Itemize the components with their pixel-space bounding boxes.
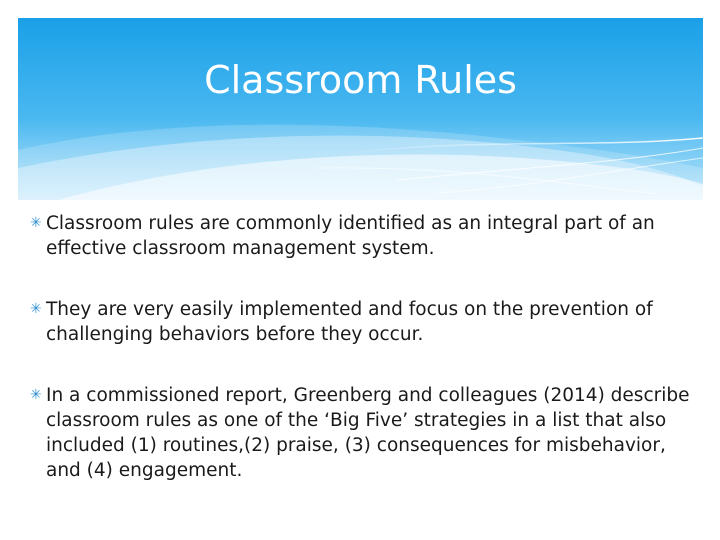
asterisk-bullet-icon: ✳ xyxy=(30,387,42,403)
bullet-text: In a commissioned report, Greenberg and colleagues (2014) describe classroom rules as one of the ‘Big Five’ strategies in a list that also included (1) routines,(2) praise, (3) consequences for misbehavior, and (4) engagement. xyxy=(46,385,690,481)
bullet-item xyxy=(30,211,690,261)
asterisk-bullet-icon: ✳ xyxy=(30,215,42,231)
bullet-text: They are very easily implemented and focus on the prevention of challenging behaviors before they occur. xyxy=(46,299,653,345)
slide-title: Classroom Rules xyxy=(204,58,517,102)
bullet-item xyxy=(30,383,690,483)
bullet-list xyxy=(30,211,690,519)
bullet-text: Classroom rules are commonly identified as an integral part of an effective classroom management system. xyxy=(46,213,655,259)
bullet-item xyxy=(30,297,690,347)
asterisk-bullet-icon: ✳ xyxy=(30,301,42,317)
title-banner xyxy=(18,18,703,200)
banner-background xyxy=(18,18,703,200)
